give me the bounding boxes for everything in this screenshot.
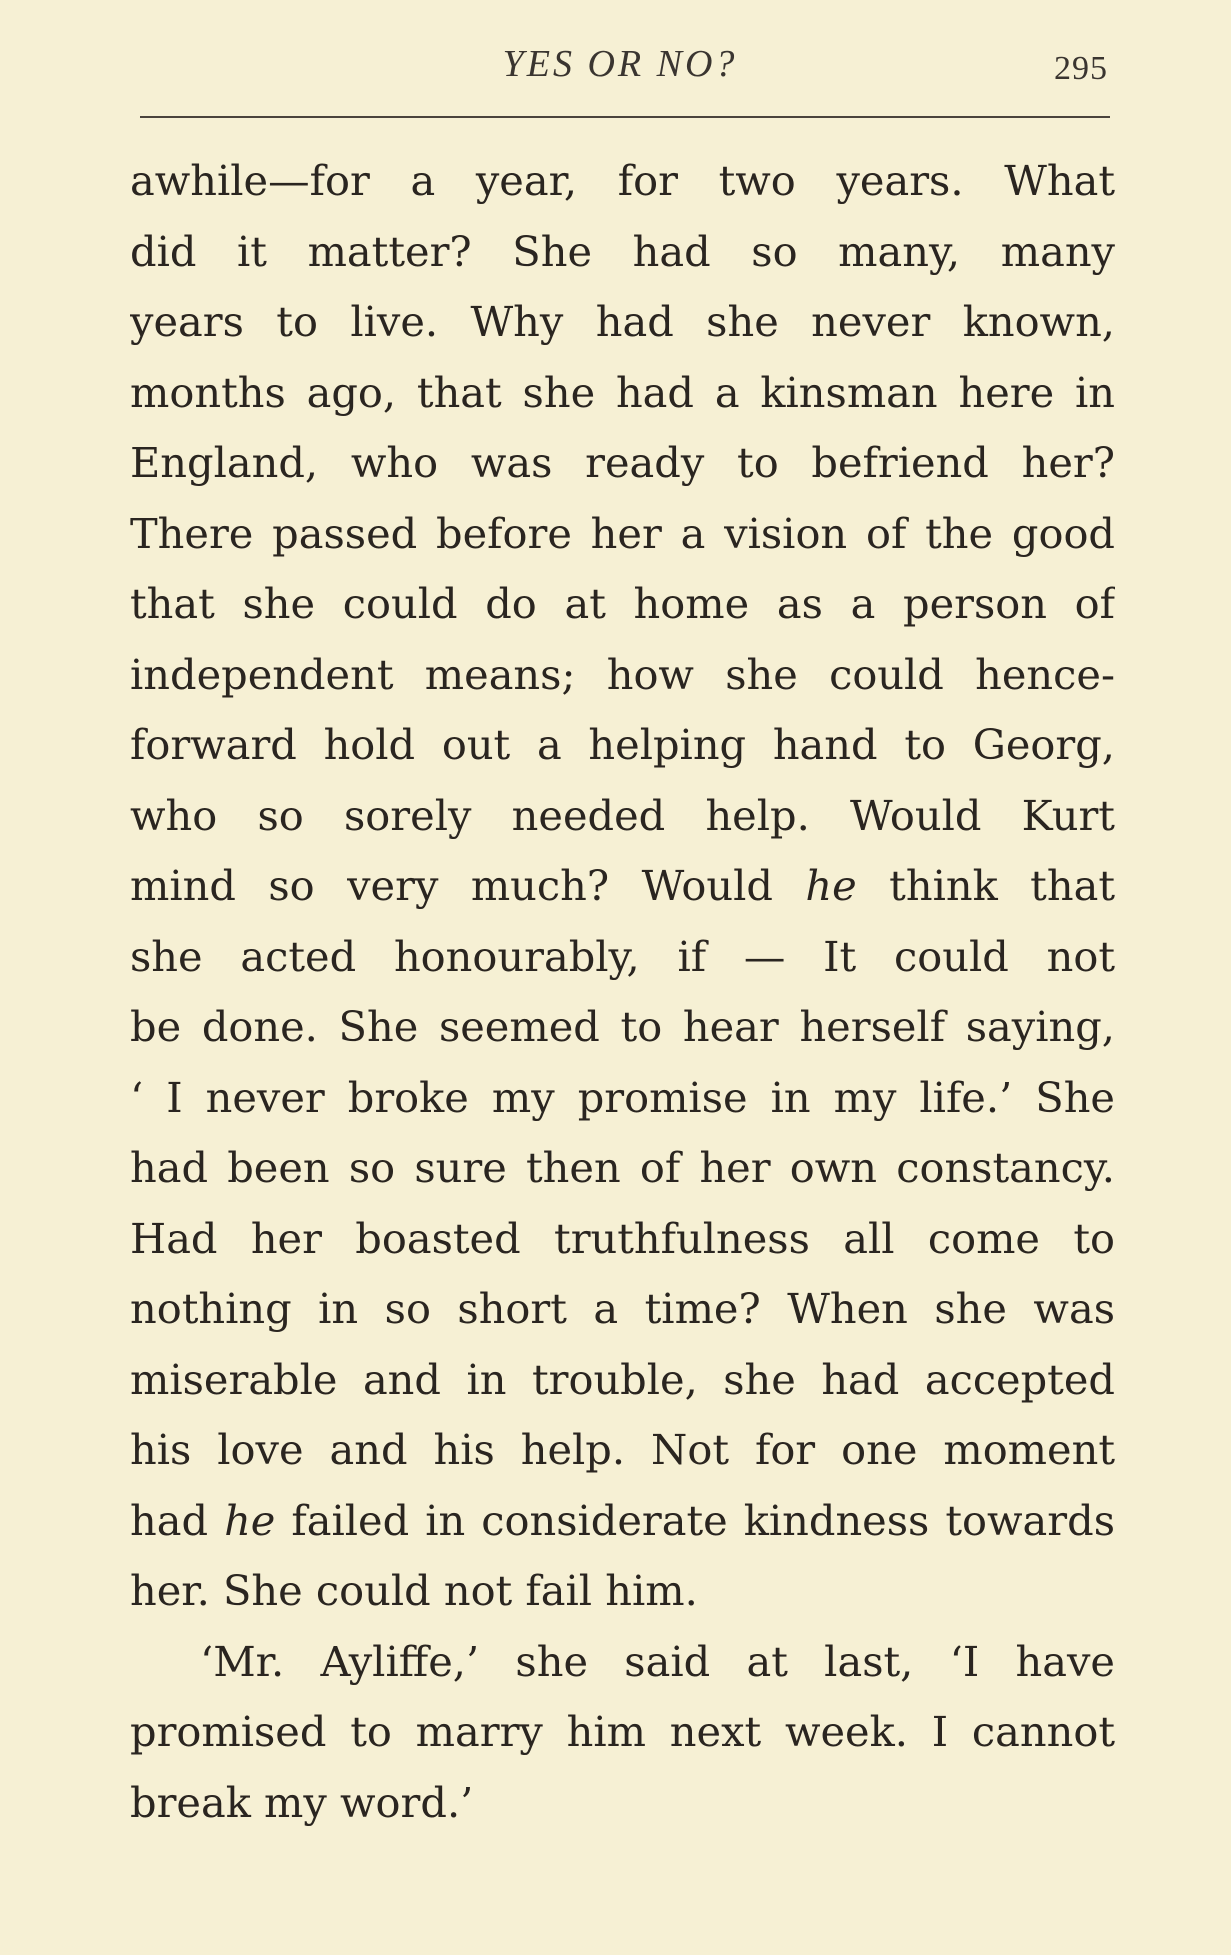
text-line: awhile—for a year, for two years. What (130, 156, 1115, 205)
text-line: independent means; how she could hence- (130, 649, 1115, 699)
paragraph-end-line: her. She could not fail him. (130, 1566, 698, 1615)
text-line: that she could do at home as a person of (130, 579, 1115, 628)
text-line: she acted honourably, if — It could not (130, 931, 1115, 981)
text-line: There passed before her a vision of the good (130, 508, 1115, 558)
paragraph-end-line: break my word.’ (130, 1777, 474, 1827)
text-line: nothing in so short a time? When she was (130, 1284, 1115, 1333)
page-number: 295 (1054, 50, 1108, 87)
text-line: Had her boasted truthfulness all come to (130, 1213, 1115, 1263)
text-line: ‘ I never broke my promise in my life.’ She (130, 1072, 1115, 1122)
text-line: promised to marry him next week. I cannot (130, 1707, 1115, 1756)
italic-emphasis: he (224, 1495, 276, 1545)
running-head (130, 42, 1110, 102)
body-text (130, 146, 1115, 1838)
italic-emphasis: he (805, 861, 857, 910)
text-line: forward hold out a helping hand to Georg, (130, 720, 1115, 769)
text-line: miserable and in trouble, she had accepted (130, 1354, 1115, 1404)
text-line: had been so sure then of her own constancy. (130, 1143, 1115, 1192)
text-line: had he failed in considerate kindness towards (130, 1495, 1115, 1545)
text-line: did it matter? She had so many, many (130, 226, 1115, 276)
text-line: his love and his help. Not for one moment (130, 1425, 1115, 1474)
running-title: YES OR NO? (502, 43, 738, 85)
text-line: England, who was ready to befriend her? (130, 438, 1115, 487)
text-line: who so sorely needed help. Would Kurt (130, 790, 1115, 840)
text-line: be done. She seemed to hear herself saying, (130, 1002, 1115, 1051)
text-line: mind so very much? Would he think that (130, 861, 1115, 910)
header-rule (140, 116, 1110, 118)
paragraph-start-line: ‘Mr. Ayliffe,’ she said at last, ‘I have (200, 1636, 1115, 1686)
text-line: years to live. Why had she never known, (130, 297, 1115, 346)
text-line: months ago, that she had a kinsman here in (130, 367, 1115, 417)
